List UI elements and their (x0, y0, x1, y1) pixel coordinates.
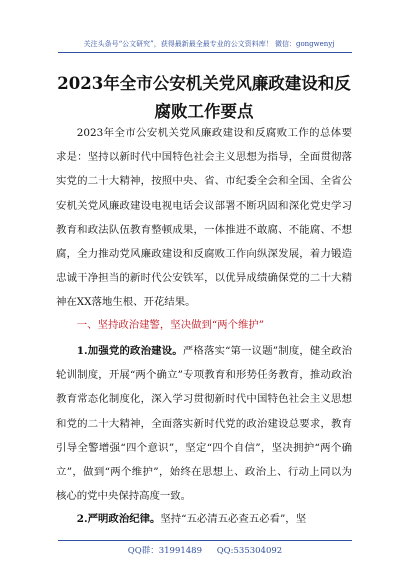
item-1-paragraph (56, 339, 352, 508)
document-title: 2023年全市公安机关党风廉政建设和反腐败工作要点 (57, 74, 351, 121)
item-2-body: 坚持“五必清五必查五必看”，坚 (160, 513, 307, 525)
item-1-lead: 1.加强党的政治建设。 (76, 345, 183, 357)
intro-paragraph: 2023年全市公安机关党风廉政建设和反腐败工作的总体要求是：坚持以新时代中国特色社会主义思想为指导，全面贯彻落实党的二十大精神，按照中央、省、市纪委全会和全国、全省公安机关党风廉政建设电视电话会议部署不断巩固和深化党史学习教育和政法队伍教育整顿成果，一体推进不敢腐、不能腐、不想腐，全力推动党风廉政建设和反腐败工作向纵深发展，着力锻造忠诚干净担当的新时代公安铁军，以优异成绩确保党的二十大精神在XX落地生根、开花结果。 (56, 127, 352, 309)
footer-divider (58, 540, 352, 541)
item-2-paragraph (56, 507, 352, 531)
header-divider (58, 52, 352, 53)
section-heading-1: 一、坚持政治建警，坚决做到“两个维护” (76, 319, 265, 331)
footer (58, 544, 352, 558)
item-2-lead: 2.严明政治纪律。 (76, 513, 161, 525)
footer-qq-group: QQ群：31991489 (127, 546, 202, 556)
item-1-body: 严格落实“第一议题”制度，健全政治轮训制度，开展“两个确立”专项教育和形势任务教育，推动政治教育常态化制度化，深入学习贯彻新时代中国特色社会主义思想和党的二十大精神，全面落实新时代党的政治建设总要求，教育引导全警增强“四个意识”，坚定“四个自信”，坚决拥护“两个确立”，做到“两个维护”，始终在思想上、政治上、行动上同以为核心的党中央保持高度一致。 (56, 345, 352, 503)
header-banner: 关注头条号“公文研究”，获得最新最全最专业的公文资料库！ 微信：gongwenyj (83, 40, 335, 48)
footer-qq: QQ:535304092 (216, 546, 283, 556)
